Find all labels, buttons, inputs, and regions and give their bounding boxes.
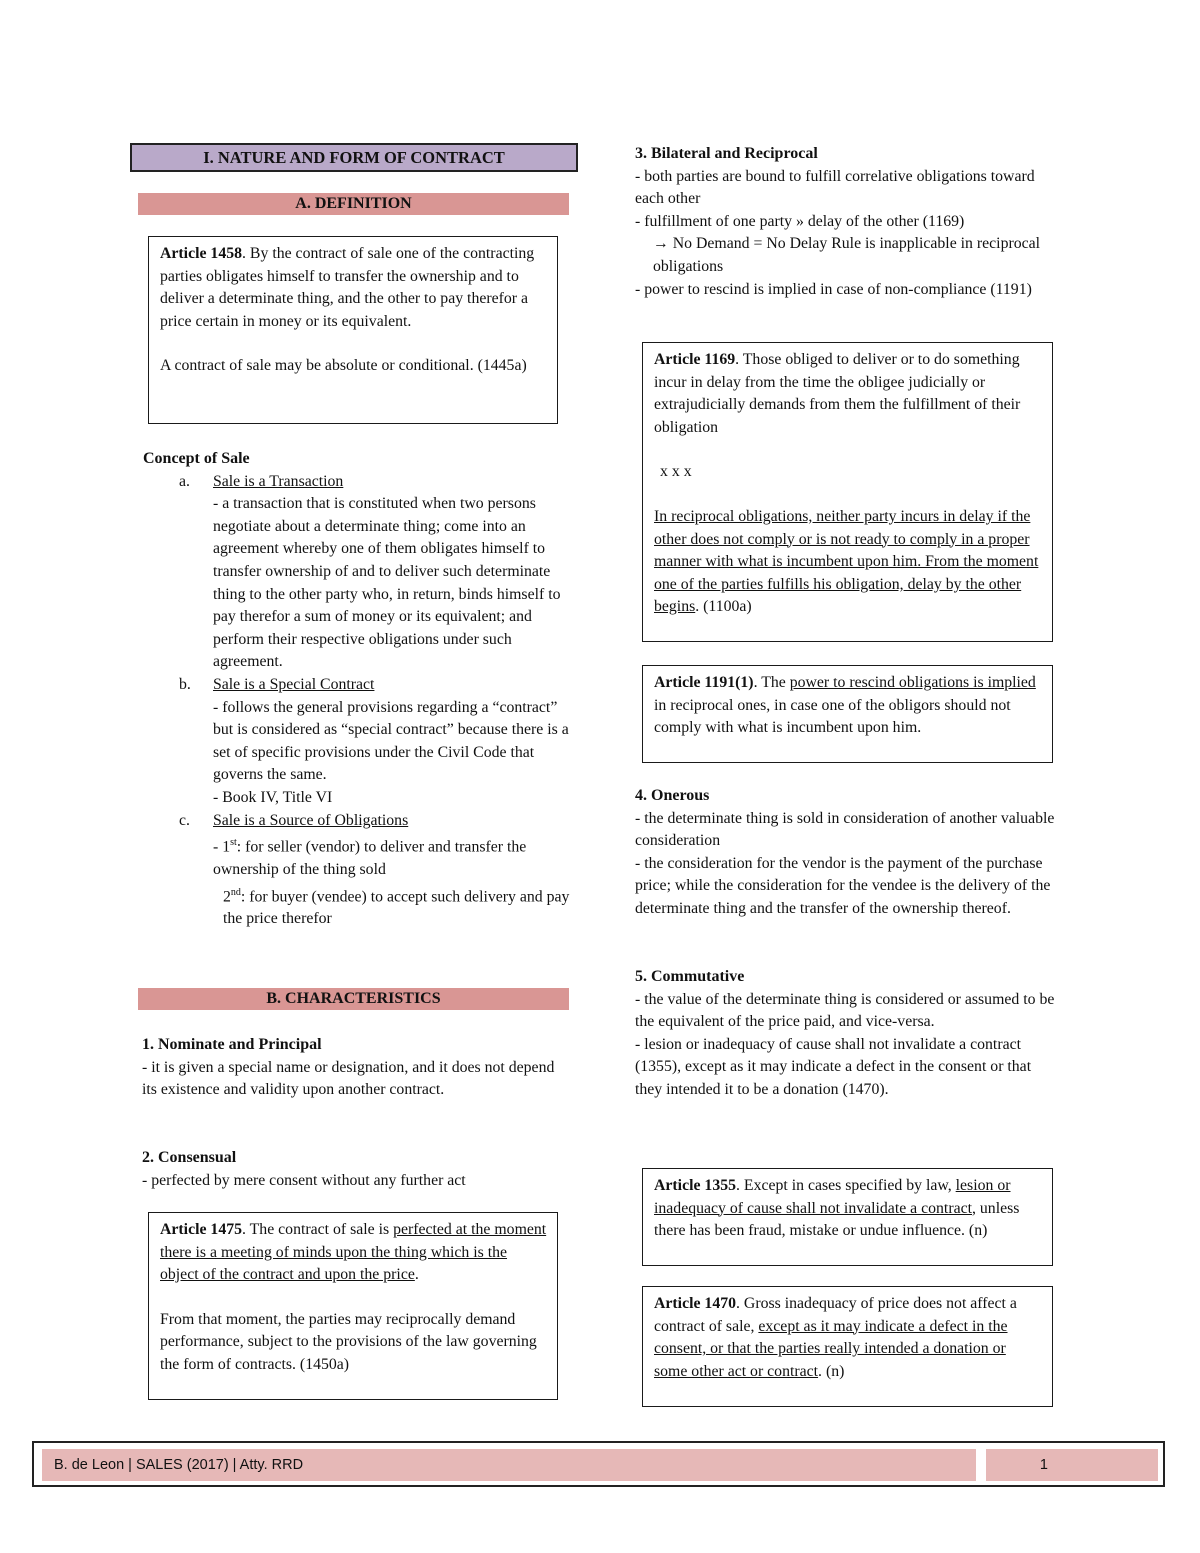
- characteristic-body: - the value of the determinate thing is considered or assumed to be the equivalent of the price paid, and vice-versa.: [635, 990, 1055, 1031]
- characteristic-1: [142, 1034, 562, 1102]
- characteristic-body: - the determinate thing is sold in consideration of another valuable consideration: [635, 809, 1055, 850]
- list-item-body: - 1st: for seller (vendor) to deliver and transfer the ownership of the thing sold: [213, 837, 527, 878]
- list-label: c.: [179, 811, 190, 829]
- page-title: I. NATURE AND FORM OF CONTRACT: [130, 143, 578, 172]
- article-1458-paragraph-2: A contract of sale may be absolute or conditional. (1445a): [160, 357, 527, 375]
- characteristic-heading: 5. Commutative: [635, 968, 745, 985]
- article-1458-text: . By the contract of sale one of the contracting parties obligates himself to transfer the ownership and to deliver a determinate thing, and the other to pay therefor a price certain in money or its equivalent.: [160, 245, 535, 330]
- characteristic-heading: 4. Onerous: [635, 787, 710, 804]
- article-1470-heading: Article 1470: [654, 1295, 737, 1312]
- article-1458-box: [148, 236, 558, 424]
- article-1169-heading: Article 1169: [654, 351, 736, 368]
- article-1475-heading: Article 1475: [160, 1221, 243, 1238]
- characteristic-body: - the consideration for the vendor is the payment of the purchase price; while the consideration for the vendee is the delivery of the determinate thing and the transfer of the ownership thereof.: [635, 854, 1051, 917]
- list-item-title: Sale is a Source of Obligations: [213, 811, 409, 829]
- section-heading-characteristics: B. CHARACTERISTICS: [138, 988, 569, 1010]
- characteristic-heading: 1. Nominate and Principal: [142, 1036, 322, 1053]
- list-item-title: Sale is a Transaction: [213, 472, 344, 490]
- list-item-body: - follows the general provisions regarding a “contract” but is considered as “special contract” because there is a set of specific provisions under the Civil Code that governs the same.: [213, 698, 569, 784]
- characteristic-heading: 3. Bilateral and Reciprocal: [635, 145, 818, 162]
- article-1475-paragraph-2: From that moment, the parties may reciprocally demand performance, subject to the provisions of the law governing the form of contracts. (1450a): [160, 1310, 537, 1373]
- characteristic-body: - it is given a special name or designation, and it does not depend its existence and validity upon another contract.: [142, 1058, 555, 1099]
- characteristic-3: [635, 143, 1055, 301]
- article-1169-box: Article 1169. Those obliged to deliver or to do something incur in delay from the time the obligee judicially or extrajudicially demands from them the fulfillment of their obligation x x x In reciprocal obligations, neither party incurs in delay if the other does not comply or is not ready to comply in a proper manner with what is incumbent upon him. From the moment one of the parties fulfills his obligation, delay by the other begins. (1100a): [642, 342, 1053, 642]
- list-item-body: - Book IV, Title VI: [213, 788, 333, 806]
- article-1355-box: Article 1355. Except in cases specified by law, lesion or inadequacy of cause shall not invalidate a contract, unless there has been fraud, mistake or undue influence. (n): [642, 1168, 1053, 1266]
- article-1475-box: Article 1475. The contract of sale is perfected at the moment there is a meeting of minds upon the thing which is the object of the contract and upon the price. From that moment, the parties may reciprocally demand performance, subject to the provisions of the law governing the form of contracts. (1450a): [148, 1212, 558, 1400]
- characteristic-body: - lesion or inadequacy of cause shall not invalidate a contract (1355), except as it may indicate a defect in the consent or that they intended it to be a donation (1470).: [635, 1035, 1032, 1098]
- list-item: [143, 810, 573, 932]
- article-1191-box: Article 1191(1). The power to rescind obligations is implied in reciprocal ones, in case one of the obligors should not comply with what is incumbent upon him.: [642, 665, 1053, 763]
- section-heading-definition: A. DEFINITION: [138, 193, 569, 215]
- characteristic-2: [142, 1147, 572, 1192]
- characteristic-heading: 2. Consensual: [142, 1149, 237, 1166]
- concept-of-sale: [143, 448, 573, 931]
- list-label: b.: [179, 675, 191, 693]
- characteristic-body: → No Demand = No Delay Rule is inapplicable in reciprocal obligations: [653, 235, 1041, 275]
- list-item: [143, 471, 573, 674]
- list-item-title: Sale is a Special Contract: [213, 675, 375, 693]
- concept-heading: Concept of Sale: [143, 450, 250, 467]
- list-item-body: 2nd: for buyer (vendee) to accept such delivery and pay the price therefor: [223, 886, 570, 928]
- article-1458-heading: Article 1458: [160, 245, 243, 262]
- list-label: a.: [179, 472, 190, 490]
- list-item-body: - a transaction that is constituted when two persons negotiate about a determinate thing; come into an agreement whereby one of them obligates himself to transfer ownership of and to deliver such determinate thing to the other party who, in return, binds himself to pay therefor a sum of money or its equivalent; and perform their respective obligations under such agreement.: [213, 495, 561, 671]
- ellipsis-text: x x x: [660, 463, 692, 481]
- characteristic-body: - power to rescind is implied in case of non-compliance (1191): [635, 280, 1032, 298]
- characteristic-body: - perfected by mere consent without any further act: [142, 1171, 466, 1189]
- characteristic-4: [635, 785, 1055, 921]
- page-number: 1: [986, 1449, 1158, 1481]
- article-1355-heading: Article 1355: [654, 1177, 737, 1194]
- article-1191-heading: Article 1191(1): [654, 674, 754, 691]
- characteristic-body: - both parties are bound to fulfill correlative obligations toward each other: [635, 167, 1035, 208]
- list-item: [143, 674, 573, 810]
- page-footer: [32, 1441, 1165, 1487]
- characteristic-body: - fulfillment of one party » delay of the other (1169): [635, 212, 965, 230]
- footer-author-course: B. de Leon | SALES (2017) | Atty. RRD: [42, 1449, 976, 1481]
- article-1470-box: Article 1470. Gross inadequacy of price does not affect a contract of sale, except as it may indicate a defect in the consent, or that the parties really intended a donation or some other act or contract. (n): [642, 1286, 1053, 1407]
- characteristic-5: [635, 966, 1055, 1102]
